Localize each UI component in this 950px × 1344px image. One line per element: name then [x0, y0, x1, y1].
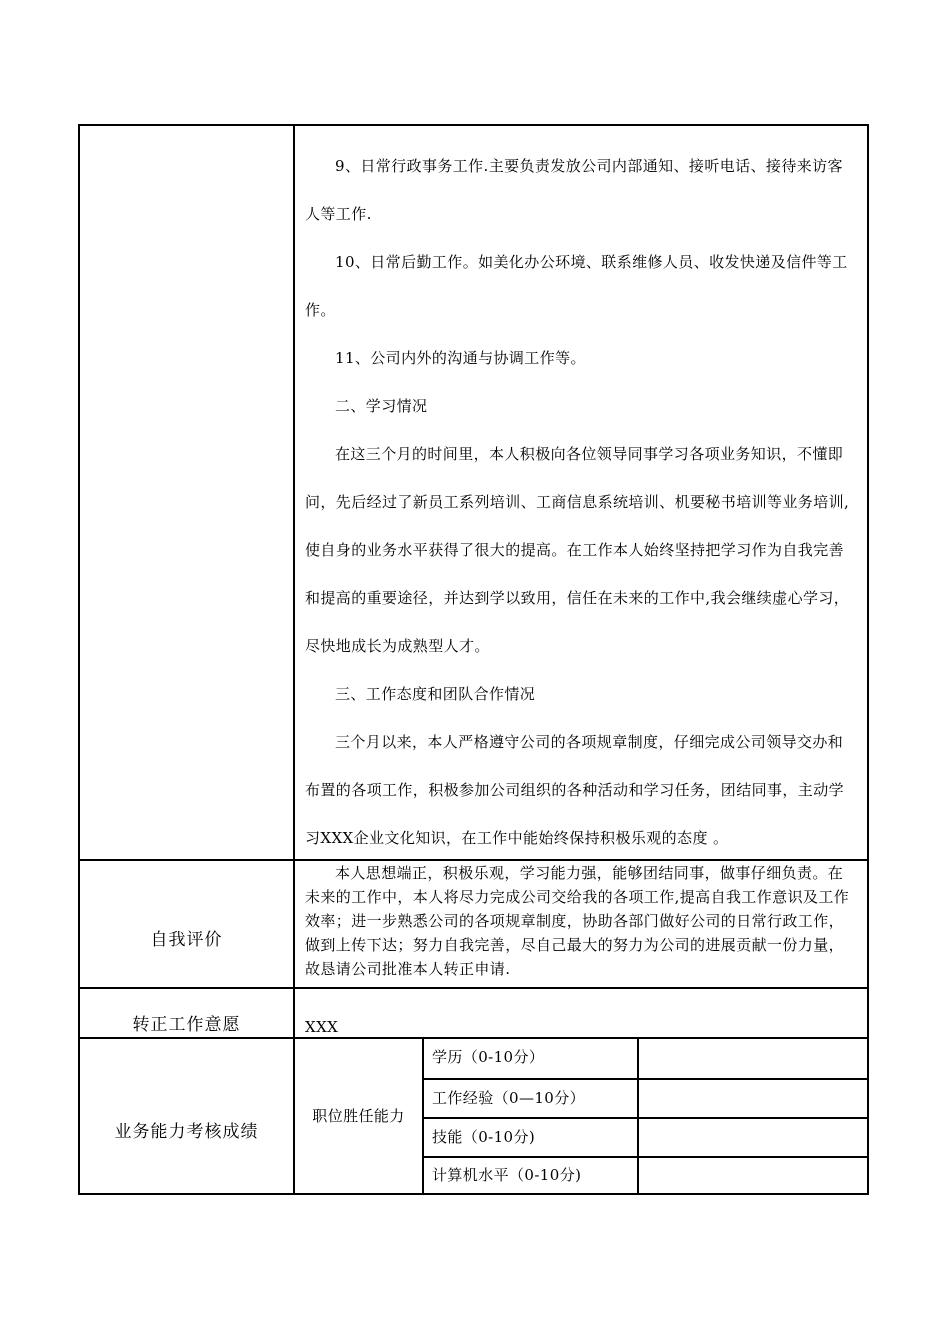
assessment-divider-1 — [423, 1078, 869, 1080]
assessment-item-experience: 工作经验（0—10分） — [432, 1089, 586, 1107]
section-heading-study: 二、学习情况 — [335, 397, 428, 415]
assessment-item-skills: 技能（0-10分) — [432, 1128, 536, 1146]
label-column-divider — [293, 124, 295, 1195]
section-heading-attitude: 三、工作态度和团队合作情况 — [335, 685, 536, 703]
assessment-divider-3 — [423, 1156, 869, 1158]
paragraph-item-9: 9、日常行政事务工作.主要负责发放公司内部通知、接听电话、接待来访客人等工作. — [305, 157, 843, 223]
intention-value: XXX — [305, 1018, 339, 1036]
assessment-item-computer: 计算机水平（0-10分) — [432, 1166, 582, 1184]
assessment-item-education: 学历（0-10分） — [432, 1048, 545, 1066]
row-divider-3 — [78, 1037, 869, 1039]
assessment-label: 业务能力考核成绩 — [114, 1122, 259, 1142]
paragraph-item-10: 10、日常后勤工作。如美化办公环境、联系维修人员、收发快递及信件等工作。 — [305, 253, 848, 319]
sublabel-column-divider — [422, 1037, 424, 1195]
row-divider-2 — [78, 987, 869, 989]
self-evaluation-label: 自我评价 — [150, 930, 223, 950]
table-right-border — [867, 124, 869, 1195]
competency-sublabel: 职位胜任能力 — [312, 1107, 405, 1125]
score-column-divider — [637, 1037, 639, 1195]
assessment-divider-2 — [423, 1117, 869, 1119]
self-evaluation-text: 本人思想端正，积极乐观，学习能力强，能够团结同事，做事仔细负责。在未来的工作中，本人将尽力完成公司交给我的各项工作,提高自我工作意识及工作效率；进一步熟悉公司的各项规章制度，协助各部门做好公司的日常行政工作，做到上传下达；努力自我完善，尽自己最大的努力为公司的进展贡献一份力量，故恳请公司批准本人转正申请. — [305, 864, 850, 978]
intention-label: 转正工作意愿 — [132, 1015, 241, 1035]
paragraph-study: 在这三个月的时间里，本人积极向各位领导同事学习各项业务知识，不懂即问，先后经过了新员工系列培训、工商信息系统培训、机要秘书培训等业务培训,使自身的业务水平获得了很大的提高。在工作本人始终坚持把学习作为自我完善和提高的重要途径，并达到学以致用，信任在未来的工作中,我会继续虚心学习，尽快地成长为成熟型人才。 — [305, 445, 850, 655]
paragraph-attitude: 三个月以来，本人严格遵守公司的各项规章制度，仔细完成公司领导交办和布置的各项工作，积极参加公司组织的各种活动和学习任务，团结同事，主动学习XXX企业文化知识，在工作中能始终保持积极乐观的态度 。 — [305, 733, 845, 847]
table-top-border — [78, 124, 869, 126]
table-bottom-border — [78, 1193, 869, 1195]
paragraph-item-11: 11、公司内外的沟通与协调工作等。 — [335, 349, 586, 367]
